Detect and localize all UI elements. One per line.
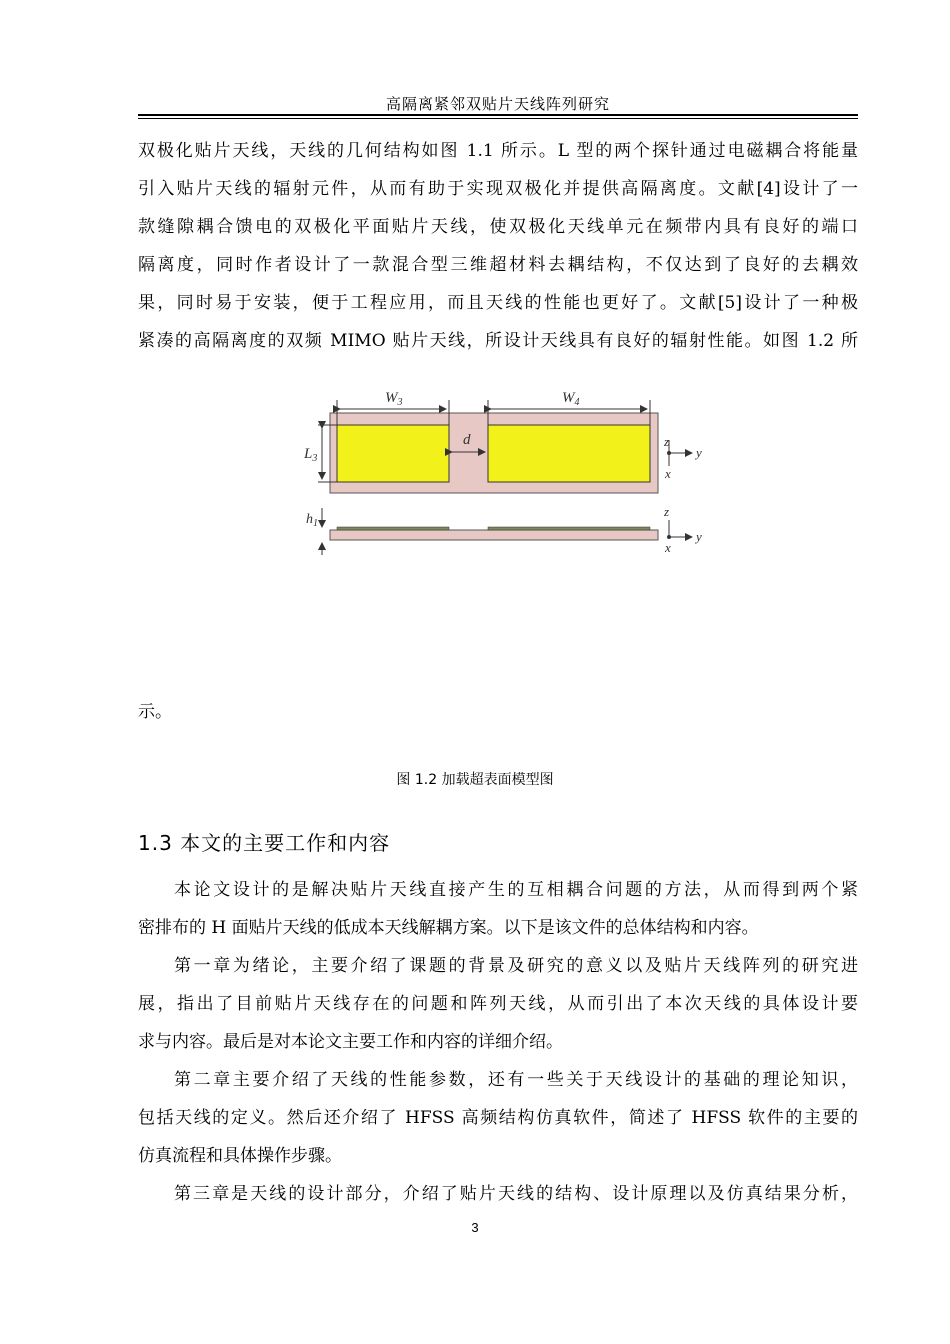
page-number: 3 (471, 1220, 479, 1235)
text-line: 展，指出了目前贴片天线存在的问题和阵列天线，从而引出了本次天线的具体设计要 (138, 994, 858, 1014)
text-line: 包括天线的定义。然后还介绍了 HFSS 高频结构仿真软件，简述了 HFSS 软件的主要的 (138, 1108, 858, 1128)
patch-right-side (488, 527, 650, 530)
axis-y-label-bottom: y (696, 529, 702, 544)
patch-right (488, 425, 650, 482)
section-number: 1.3 (138, 831, 173, 855)
text-line: 引入贴片天线的辐射元件，从而有助于实现双极化并提供高隔离度。文献[4]设计了一 (138, 179, 858, 199)
antenna-geometry-figure (300, 380, 720, 560)
l3-label: L (304, 446, 313, 462)
body-text (138, 871, 858, 1213)
antenna-diagram (300, 380, 720, 560)
svg-text:L3 (303, 446, 317, 464)
text-line: 款缝隙耦合馈电的双极化平面贴片天线，使双极化天线单元在频带内具有良好的端口 (138, 217, 858, 237)
text-line: 双极化贴片天线，天线的几何结构如图 1.1 所示。L 型的两个探针通过电磁耦合将能量 (138, 141, 858, 161)
section-title: 本文的主要工作和内容 (180, 831, 391, 855)
text-line: 隔离度，同时作者设计了一款混合型三维超材料去耦结构，不仅达到了良好的去耦效 (138, 255, 858, 275)
text-line: 第三章是天线的设计部分，介绍了贴片天线的结构、设计原理以及仿真结果分析， (174, 1184, 858, 1204)
intro-paragraph-tail: 示。 (138, 702, 172, 722)
section-heading (138, 827, 390, 856)
text-line: 果，同时易于安装，便于工程应用，而且天线的性能也更好了。文献[5]设计了一种极 (138, 293, 858, 313)
d-label: d (463, 432, 471, 448)
text-line: 紧凑的高隔离度的双频 MIMO 贴片天线，所设计天线具有良好的辐射性能。如图 1.2 所 (138, 331, 858, 351)
axis-y-label-top: y (696, 445, 702, 460)
header-rule-thin (138, 118, 858, 119)
text-line: 第一章为绪论，主要介绍了课题的背景及研究的意义以及贴片天线阵列的研究进 (174, 956, 858, 976)
axis-x-label-top: x (665, 466, 671, 481)
w4-label: W (562, 390, 575, 406)
substrate-side-view (330, 530, 658, 540)
patch-left (337, 425, 449, 482)
header-rule-thick (138, 114, 858, 116)
h1-subscript: 1 (313, 518, 318, 529)
w3-subscript: 3 (397, 397, 403, 408)
w4-subscript: 4 (574, 397, 580, 408)
h1-label: h (306, 512, 313, 527)
axis-z-label-bottom: z (664, 504, 670, 519)
running-header: 高隔离紧邻双贴片天线阵列研究 (385, 95, 610, 113)
axis-x-label-bottom: x (665, 540, 671, 555)
intro-paragraph (138, 132, 858, 360)
svg-text:W4 (562, 390, 580, 408)
text-line: 本论文设计的是解决贴片天线直接产生的互相耦合问题的方法，从而得到两个紧 (174, 880, 858, 900)
patch-left-side (337, 527, 449, 530)
text-line: 第二章主要介绍了天线的性能参数，还有一些关于天线设计的基础的理论知识， (174, 1070, 858, 1090)
figure-caption: 图 1.2 加载超表面模型图 (396, 772, 554, 788)
text-line: 求与内容。最后是对本论文主要工作和内容的详细介绍。 (138, 1032, 563, 1052)
axis-z-label-top: z (664, 434, 670, 449)
w3-label: W (385, 390, 398, 406)
svg-text:W3 (385, 390, 403, 408)
text-line: 密排布的 H 面贴片天线的低成本天线解耦方案。以下是该文件的总体结构和内容。 (138, 918, 759, 938)
text-line: 仿真流程和具体操作步骤。 (138, 1146, 342, 1166)
l3-subscript: 3 (312, 453, 318, 464)
svg-text:h1 (306, 512, 318, 529)
